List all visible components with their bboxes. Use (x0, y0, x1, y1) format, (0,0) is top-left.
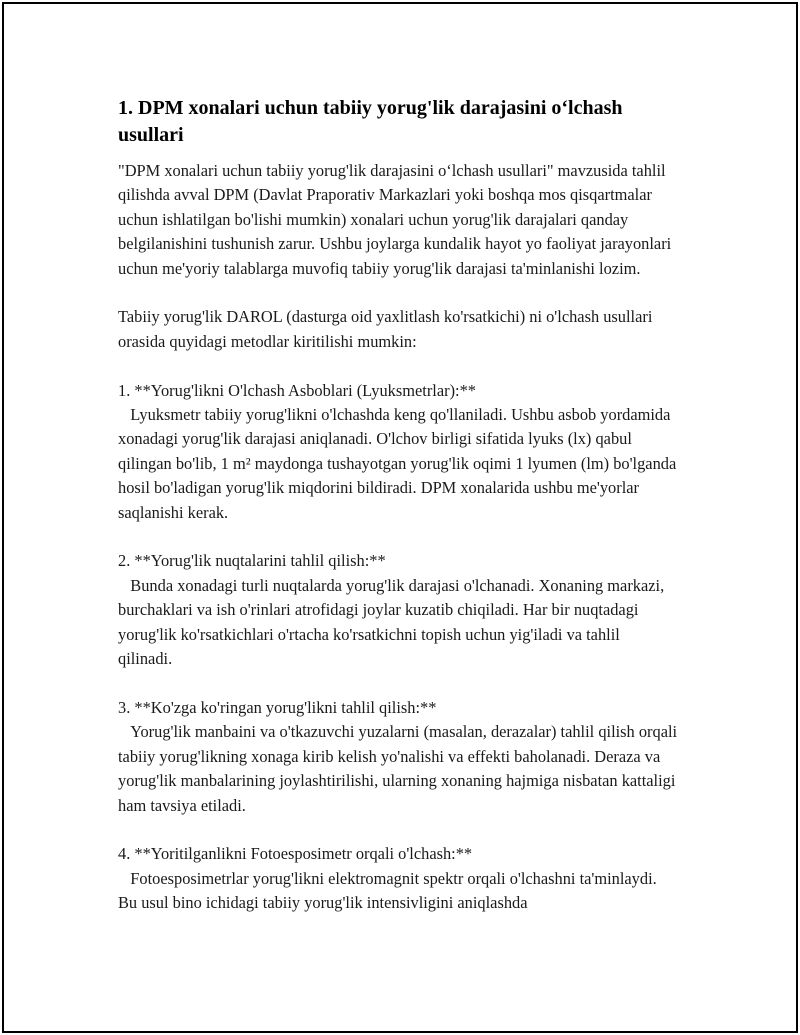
method-item-3 (118, 696, 682, 818)
method-item-2 (118, 549, 678, 671)
method-heading: 1. **Yorug'likni O'lchash Asboblari (Lyuksmetrlar):** (118, 380, 476, 400)
method-description: Bunda xonadagi turli nuqtalarda yorug'lik darajasi o'lchanadi. Xonaning markazi, burchaklari va ish o'rinlari atrofidagi joylar kuzatib chiqiladi. Har bir nuqtadagi yorug'lik ko'rsatkichlari o'rtacha ko'rsatkichni topish uchun yig'iladi va tahlil qilinadi. (118, 575, 669, 669)
document-title: 1. DPM xonalari uchun tabiiy yorug'lik darajasini o‘lchash usullari (118, 97, 623, 146)
document-body (118, 95, 682, 940)
method-description: Fotoesposimetrlar yorug'likni elektromagnit spektr orqali o'lchashni ta'minlaydi. Bu usul bino ichidagi tabiiy yorug'lik intensivligini aniqlashda (118, 868, 661, 913)
intro-paragraph: "DPM xonalari uchun tabiiy yorug'lik darajasini o‘lchash usullari" mavzusida tahlil qilishda avval DPM (Davlat Praporativ Markazlari yoki boshqa mos qisqartmalar uchun ishlatilgan bo'lishi mumkin) xonalari uchun yorug'lik darajalari qanday belgilanishini tushunish zarur. Ushbu joylarga kundalik hayot yo faoliyat jarayonlari uchun me'yoriy talablarga muvofiq tabiiy yorug'lik darajasi ta'minlanishi lozim. (118, 161, 676, 278)
method-item-4 (118, 842, 678, 915)
method-heading: 4. **Yoritilganlikni Fotoesposimetr orqali o'lchash:** (118, 844, 473, 864)
method-heading: 2. **Yorug'lik nuqtalarini tahlil qilish:** (118, 551, 386, 571)
method-item-1 (118, 379, 681, 525)
lead-paragraph: Tabiiy yorug'lik DAROL (dasturga oid yaxlitlash ko'rsatkichi) ni o'lchash usullari orasida quyidagi metodlar kiritilishi mumkin: (118, 307, 657, 351)
method-description: Yorug'lik manbaini va o'tkazuvchi yuzalarni (masalan, derazalar) tahlil qilish orqali tabiiy yorug'likning xonaga kirib kelish yo'nalishi va effekti baholanadi. Deraza va yorug'lik manbalarining joylashtirilishi, ularning xonaning hajmiga nisbatan kattaligi ham tavsiya etiladi. (118, 722, 682, 815)
method-heading: 3. **Ko'zga ko'ringan yorug'likni tahlil qilish:** (118, 697, 437, 717)
method-description: Lyuksmetr tabiiy yorug'likni o'lchashda keng qo'llaniladi. Ushbu asbob yordamida xonadagi yorug'lik darajasi aniqlanadi. O'lchov birligi sifatida lyuks (lx) qabul qilingan bo'lib, 1 m² maydonga tushayotgan yorug'lik oqimi 1 lyumen (lm) bo'lganda hosil bo'ladigan yorug'lik miqdorini bildiradi. DPM xonalarida ushbu me'yorlar saqlanishi kerak. (118, 405, 681, 522)
